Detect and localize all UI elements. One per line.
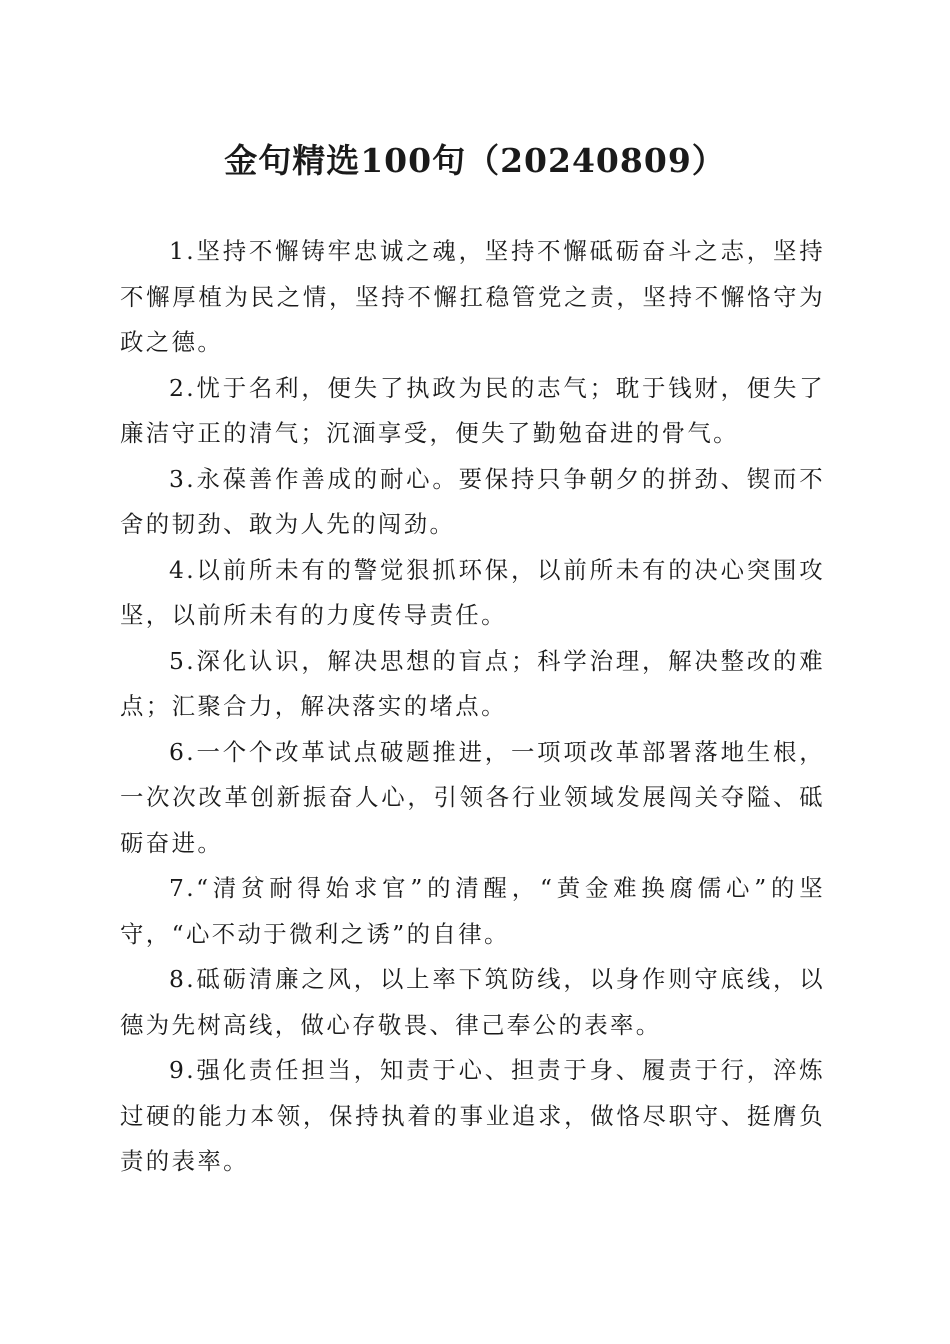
document-title: 金句精选100句（20240809） bbox=[224, 141, 726, 180]
quote-paragraph-4: 4.以前所未有的警觉狠抓环保，以前所未有的决心突围攻坚，以前所未有的力度传导责任。 bbox=[120, 555, 825, 629]
quote-paragraph-9: 9.强化责任担当，知责于心、担责于身、履责于行，淬炼过硬的能力本领，保持执着的事业追求，做恪尽职守、挺膺负责的表率。 bbox=[120, 1056, 825, 1175]
quote-paragraph-3: 3.永葆善作善成的耐心。要保持只争朝夕的拼劲、锲而不舍的韧劲、敢为人先的闯劲。 bbox=[120, 464, 825, 538]
quote-paragraph-6: 6.一个个改革试点破题推进，一项项改革部署落地生根，一次次改革创新振奋人心，引领各行业领域发展闯关夺隘、砥砺奋进。 bbox=[120, 737, 825, 857]
quote-paragraph-5: 5.深化认识，解决思想的盲点；科学治理，解决整改的难点；汇聚合力，解决落实的堵点。 bbox=[120, 646, 825, 720]
quote-paragraph-7: 7.“清贫耐得始求官”的清醒，“黄金难换腐儒心”的坚守，“心不动于微利之诱”的自律。 bbox=[120, 874, 825, 948]
quote-paragraph-2: 2.忧于名利，便失了执政为民的志气；耽于钱财，便失了廉洁守正的清气；沉湎享受，便失了勤勉奋进的骨气。 bbox=[120, 373, 825, 447]
quote-paragraph-8: 8.砥砺清廉之风，以上率下筑防线，以身作则守底线，以德为先树高线，做心存敬畏、律己奉公的表率。 bbox=[120, 965, 825, 1039]
quote-paragraph-1: 1.坚持不懈铸牢忠诚之魂，坚持不懈砥砺奋斗之志，坚持不懈厚植为民之情，坚持不懈扛稳管党之责，坚持不懈恪守为政之德。 bbox=[120, 237, 825, 356]
document-body bbox=[120, 229, 825, 1185]
